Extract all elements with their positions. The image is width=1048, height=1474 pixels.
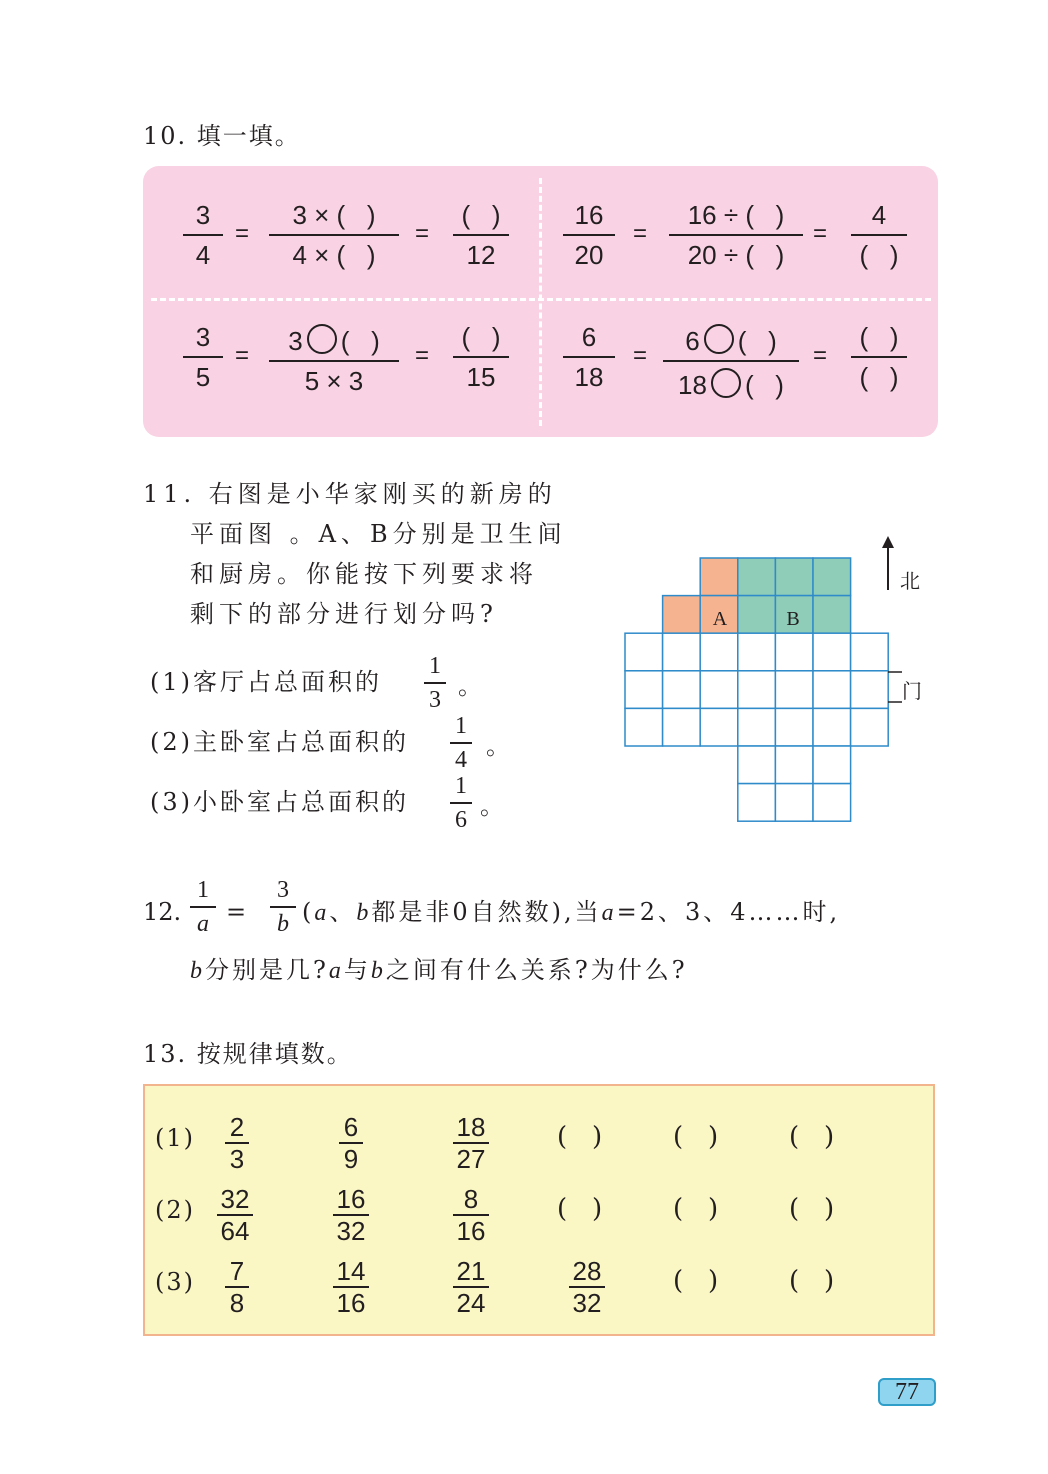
door-label: 门	[902, 679, 922, 703]
room-a-label: A	[712, 608, 728, 630]
row-label: (2)	[155, 1196, 195, 1224]
fraction	[183, 202, 223, 268]
room-b-label: B	[786, 608, 800, 630]
numerator-blank[interactable]: ( )	[461, 322, 501, 352]
grid-cell	[775, 633, 813, 671]
sequence-fraction: 14 16	[333, 1258, 369, 1316]
fraction	[269, 324, 399, 394]
grid-cell	[851, 671, 889, 709]
equals-sign: =	[633, 220, 648, 247]
grid-cell	[700, 633, 738, 671]
fraction	[851, 202, 907, 268]
fraction	[563, 324, 615, 390]
room-b-cell	[813, 558, 851, 596]
north-arrow-icon	[882, 536, 894, 590]
denominator: 5	[195, 362, 211, 392]
denominator-blank[interactable]: ( )	[859, 362, 899, 392]
answer-blank[interactable]: ( )	[557, 1194, 603, 1224]
room-b-cell	[813, 596, 851, 634]
grid-cell	[851, 633, 889, 671]
denominator-blank[interactable]: 4 × ( )	[292, 240, 376, 270]
numerator-blank[interactable]: 16 ÷ ( )	[687, 200, 785, 230]
q13-exercise-box	[143, 1084, 935, 1336]
operator-circle-blank[interactable]	[307, 324, 337, 354]
equals-sign: =	[415, 342, 430, 369]
q12-number: 12.	[143, 898, 182, 926]
denominator: 15	[466, 362, 496, 392]
q12-fraction-2: 3 b	[270, 878, 296, 936]
sequence-fraction: 2 3	[225, 1114, 249, 1172]
q11-line-3: 和厨房。你能按下列要求将	[190, 560, 538, 588]
floor-plan-cells	[625, 558, 888, 821]
numerator: 3	[195, 322, 211, 352]
grid-cell	[851, 708, 889, 746]
fraction	[851, 324, 907, 390]
sequence-fraction: 16 32	[333, 1186, 369, 1244]
floor-plan	[610, 530, 940, 830]
sequence-fraction: 7 8	[225, 1258, 249, 1316]
numerator: 16	[574, 200, 604, 230]
fraction	[663, 324, 799, 398]
q11-req-1-fraction: 1 3	[424, 654, 446, 712]
sequence-fraction: 18 27	[453, 1114, 489, 1172]
room-b-cell	[738, 558, 776, 596]
grid-cell	[775, 746, 813, 784]
vertical-divider	[539, 178, 542, 426]
grid-cell	[738, 708, 776, 746]
denominator-value: 18	[678, 370, 707, 400]
room-b-cell	[738, 596, 776, 634]
grid-cell	[775, 784, 813, 822]
equals-sign: =	[235, 342, 250, 369]
room-b-cell	[775, 558, 813, 596]
denominator-blank[interactable]: ( )	[744, 370, 784, 400]
q11-req-1-period: 。	[458, 672, 487, 700]
grid-cell	[663, 708, 701, 746]
grid-cell	[625, 633, 663, 671]
q12-fraction-1: 1 a	[190, 878, 216, 936]
q11-req-1-label: (1)客厅占总面积的	[150, 668, 382, 696]
numerator-value: 3	[288, 326, 303, 356]
numerator-blank[interactable]: 3 × ( )	[292, 200, 376, 230]
equals-sign: =	[813, 342, 828, 369]
fraction	[453, 202, 509, 268]
horizontal-divider	[151, 298, 931, 301]
equals-sign: =	[813, 220, 828, 247]
q11-req-3-fraction: 1 6	[450, 774, 472, 832]
q11-req-2-fraction: 1 4	[450, 714, 472, 772]
answer-blank[interactable]: ( )	[673, 1266, 719, 1296]
denominator-blank[interactable]: 20 ÷ ( )	[687, 240, 785, 270]
numerator: 3	[195, 200, 211, 230]
grid-cell	[663, 633, 701, 671]
north-label: 北	[900, 569, 920, 593]
answer-blank[interactable]: ( )	[673, 1194, 719, 1224]
fraction	[453, 324, 509, 390]
q11-req-2-period: 。	[486, 732, 515, 760]
denominator: 18	[574, 362, 604, 392]
numerator: 6	[581, 322, 597, 352]
denominator-blank[interactable]: ( )	[859, 240, 899, 270]
room-a-cell	[700, 558, 738, 596]
row-label: (3)	[155, 1268, 195, 1296]
grid-cell	[700, 671, 738, 709]
denominator: 4	[195, 240, 211, 270]
q11-line-1: 11. 右图是小华家刚买的新房的	[143, 480, 557, 508]
numerator-blank[interactable]: ( )	[340, 326, 380, 356]
numerator-blank[interactable]: ( )	[461, 200, 501, 230]
page-number: 77	[878, 1378, 936, 1406]
q11-req-3-label: (3)小卧室占总面积的	[150, 788, 409, 816]
grid-cell	[813, 671, 851, 709]
fraction	[669, 202, 803, 268]
q12-equals: =	[226, 898, 252, 926]
grid-cell	[813, 746, 851, 784]
grid-cell	[813, 633, 851, 671]
numerator-blank[interactable]: ( )	[859, 322, 899, 352]
answer-blank[interactable]: ( )	[557, 1122, 603, 1152]
sequence-fraction: 21 24	[453, 1258, 489, 1316]
grid-cell	[738, 784, 776, 822]
operator-circle-blank[interactable]	[704, 324, 734, 354]
fraction	[183, 324, 223, 390]
sequence-fraction: 32 64	[217, 1186, 253, 1244]
q10-title: 10. 填一填。	[143, 122, 301, 150]
q11-line-4: 剩下的部分进行划分吗?	[190, 600, 498, 628]
equals-sign: =	[633, 342, 648, 369]
q13-title: 13. 按规律填数。	[143, 1040, 353, 1068]
numerator: 4	[871, 200, 887, 230]
equals-sign: =	[415, 220, 430, 247]
numerator-blank[interactable]: ( )	[737, 326, 777, 356]
answer-blank[interactable]: ( )	[673, 1122, 719, 1152]
q11-req-2-label: (2)主卧室占总面积的	[150, 728, 409, 756]
grid-cell	[775, 708, 813, 746]
grid-cell	[625, 671, 663, 709]
room-a-cell	[663, 596, 701, 634]
grid-cell	[663, 671, 701, 709]
q11-req-3-period: 。	[480, 792, 509, 820]
grid-cell	[700, 708, 738, 746]
q12-line-1: (a、b都是非0自然数),当a=2、3、4……时,	[302, 898, 841, 926]
sequence-fraction: 6 9	[339, 1114, 363, 1172]
sequence-fraction: 8 16	[453, 1186, 489, 1244]
grid-cell	[738, 633, 776, 671]
grid-cell	[775, 671, 813, 709]
sequence-fraction: 28 32	[569, 1258, 605, 1316]
grid-cell	[625, 708, 663, 746]
grid-cell	[738, 671, 776, 709]
grid-cell	[738, 746, 776, 784]
q12-line-2: b分别是几?a与b之间有什么关系?为什么?	[190, 956, 688, 984]
grid-cell	[813, 708, 851, 746]
operator-circle-blank[interactable]	[711, 368, 741, 398]
q11-line-2: 平面图 。A、B分别是卫生间	[190, 520, 567, 548]
equals-sign: =	[235, 220, 250, 247]
denominator: 20	[574, 240, 604, 270]
fraction	[563, 202, 615, 268]
denominator: 5 × 3	[304, 366, 364, 396]
denominator: 12	[466, 240, 496, 270]
answer-blank[interactable]: ( )	[789, 1194, 835, 1224]
grid-cell	[813, 784, 851, 822]
q10-exercise-box	[143, 166, 938, 437]
row-label: (1)	[155, 1124, 195, 1152]
answer-blank[interactable]: ( )	[789, 1266, 835, 1296]
numerator-value: 6	[685, 326, 700, 356]
answer-blank[interactable]: ( )	[789, 1122, 835, 1152]
fraction	[269, 202, 399, 268]
